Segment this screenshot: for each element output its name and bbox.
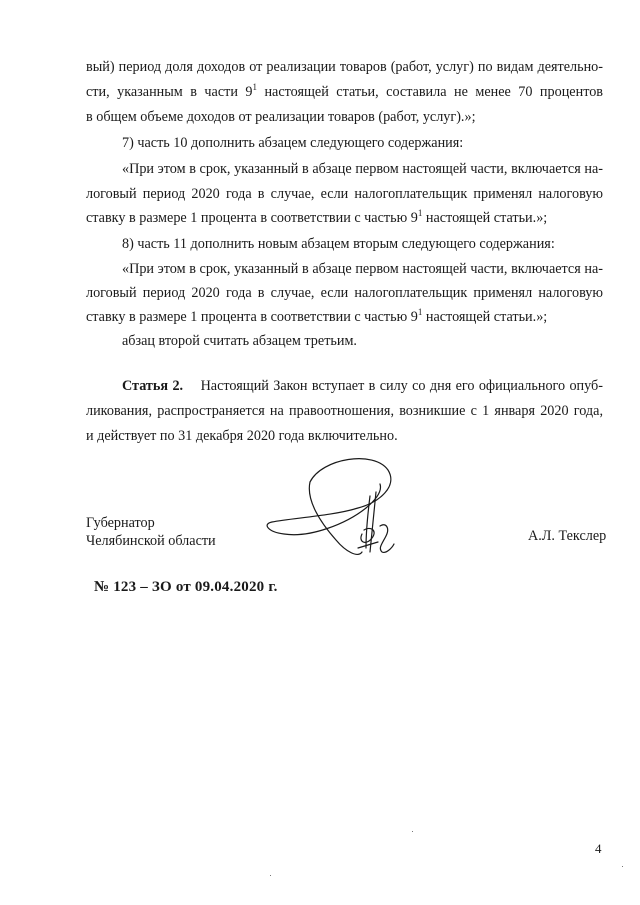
scan-speck [412,831,413,832]
superscript: 1 [252,82,257,92]
text-line: абзац второй считать абзацем третьим. [122,333,357,349]
scan-speck [270,875,271,876]
text-line: 8) часть 11 дополнить новым абзацем вторым следующего содержания: [122,236,555,252]
superscript: 1 [417,208,423,218]
handwritten-signature [262,452,402,567]
text-fragment: настоящей статьи, составила не менее 70 процентов [256,84,603,100]
signer-name: А.Л. Текслер [528,528,607,544]
text-fragment: ставку в размере 1 процента в соответствии с частью 9 [86,210,418,226]
text-line: и действует по 31 декабря 2020 года включительно. [86,428,398,444]
text-line: 7) часть 10 дополнить абзацем следующего содержания: [122,135,464,151]
law-number: № 123 – ЗО от 09.04.2020 г. [94,579,278,595]
text-line: «При этом в срок, указанный в абзаце первом настоящей части, включается на- [122,161,603,177]
text-line: в общем объеме доходов от реализации товаров (работ, услуг).»; [86,109,476,125]
superscript: 1 [417,307,423,317]
text-line: логовый период 2020 года в случае, если налогоплательщик применял налоговую [86,186,603,202]
text-fragment: Настоящий Закон вступает в силу со дня его официального опуб- [200,378,604,394]
text-fragment: настоящей статьи.»; [422,210,548,226]
text-line: ликования, распространяется на правоотношения, возникшие с 1 января 2020 года, [86,403,603,419]
scan-speck [622,866,623,867]
article-2-line [122,376,603,396]
article-heading: Статья 2. [122,378,184,394]
signer-title-line2: Челябинской области [86,533,216,549]
text-fragment: настоящей статьи.»; [422,309,548,325]
text-line: «При этом в срок, указанный в абзаце первом настоящей части, включается на- [122,261,603,277]
page-number: 4 [595,841,602,856]
text-line [86,307,603,327]
text-fragment: сти, указанным в части 9 [86,84,253,100]
text-fragment: ставку в размере 1 процента в соответствии с частью 9 [86,309,418,325]
text-line [86,82,603,102]
text-line [86,208,603,228]
text-line: логовый период 2020 года в случае, если налогоплательщик применял налоговую [86,285,603,301]
signer-title-line1: Губернатор [86,515,155,531]
text-line: вый) период доля доходов от реализации товаров (работ, услуг) по видам деятельно- [86,59,603,75]
